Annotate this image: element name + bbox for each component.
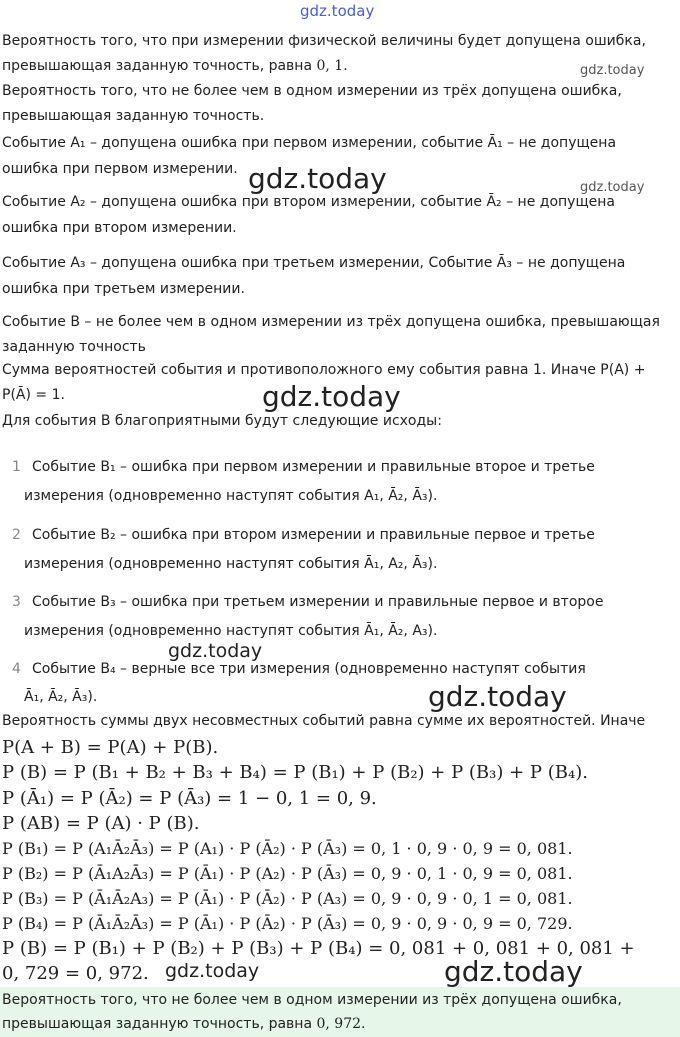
watermark: gdz.today — [580, 180, 645, 195]
answer-value: 0, 972. — [316, 1016, 366, 1032]
watermark-top: gdz.today — [300, 2, 375, 20]
list-item: измерения (одновременно наступят события A₁, Ā₂, Ā₃). — [24, 488, 438, 504]
list-item: 3 Событие B₃ – ошибка при третьем измерении и правильные первое и второе — [12, 594, 604, 610]
formula: P (B₁) = P (A₁Ā₂Ā₃) = P (A₁) · P (Ā₂) · P (Ā₃) = 0, 1 · 0, 9 · 0, 9 = 0, 081. — [2, 839, 573, 858]
complement-rule: Сумма вероятностей события и противоположного ему события равна 1. Иначе P(A) + — [2, 362, 646, 378]
event-b: Событие B – не более чем в одном измерении из трёх допущена ошибка, превышающая — [2, 314, 660, 330]
answer-line: превышающая заданную точность, равна 0, 972. — [2, 1016, 366, 1032]
formula: P (B₄) = P (Ā₁Ā₂Ā₃) = P (Ā₁) · P (Ā₂) · P (Ā₃) = 0, 9 · 0, 9 · 0, 9 = 0, 729. — [2, 914, 573, 933]
watermark: gdz.today — [165, 960, 260, 982]
formula: P (B) = P (B₁) + P (B₂) + P (B₃) + P (B₄) = 0, 081 + 0, 081 + 0, 081 + — [2, 938, 635, 959]
intro-line: Вероятность того, что при измерении физической величины будет допущена ошибка, — [2, 33, 646, 49]
list-item: 2 Событие B₂ – ошибка при втором измерении и правильные первое и третье — [12, 527, 595, 543]
list-item: 4 Событие B₄ – верные все три измерения (одновременно наступят события — [12, 661, 586, 677]
answer-line: Вероятность того, что не более чем в одном измерении из трёх допущена ошибка, — [2, 992, 622, 1008]
formula: P (B₃) = P (Ā₁Ā₂A₃) = P (Ā₁) · P (Ā₂) · P (A₃) = 0, 9 · 0, 9 · 0, 1 = 0, 081. — [2, 889, 573, 908]
probability-value: 0, 1. — [316, 58, 348, 74]
watermark: gdz.today — [262, 380, 401, 413]
watermark: gdz.today — [168, 640, 263, 662]
list-item: измерения (одновременно наступят события Ā₁, A₂, Ā₃). — [24, 556, 438, 572]
list-item: 1 Событие B₁ – ошибка при первом измерении и правильные второе и третье — [12, 459, 595, 475]
list-item: измерения (одновременно наступят события Ā₁, Ā₂, A₃). — [24, 623, 438, 639]
event-b: заданную точность — [2, 339, 146, 355]
formula: P(A + B) = P(A) + P(B). — [2, 737, 219, 758]
intro-line: Вероятность того, что не более чем в одном измерении из трёх допущена ошибка, — [2, 83, 622, 99]
watermark: gdz.today — [580, 63, 645, 78]
watermark: gdz.today — [444, 955, 583, 988]
event-a3: Событие A₃ – допущена ошибка при третьем измерении, Событие Ā₃ – не допущена — [2, 255, 626, 271]
favorable-outcomes-heading: Для события B благоприятными будут следующие исходы: — [2, 413, 442, 429]
event-a2: Событие A₂ – допущена ошибка при втором измерении, событие Ā₂ – не допущена — [2, 194, 615, 210]
intro-line: превышающая заданную точность, равна 0, 1. — [2, 58, 348, 74]
sum-rule-text: Вероятность суммы двух несовместных событий равна сумме их вероятностей. Иначе — [2, 713, 646, 729]
event-a3: ошибка при третьем измерении. — [2, 281, 245, 297]
intro-line: превышающая заданную точность. — [2, 108, 265, 124]
formula: P (AB) = P (A) · P (B). — [2, 813, 200, 834]
formula: 0, 729 = 0, 972. — [2, 963, 149, 984]
list-item: Ā₁, Ā₂, Ā₃). — [24, 689, 98, 705]
event-a1: Событие A₁ – допущена ошибка при первом измерении, событие Ā₁ – не допущена — [2, 135, 617, 151]
formula: P (B₂) = P (Ā₁A₂Ā₃) = P (Ā₁) · P (A₂) · P (Ā₃) = 0, 9 · 0, 1 · 0, 9 = 0, 081. — [2, 864, 573, 883]
formula: P (B) = P (B₁ + B₂ + B₃ + B₄) = P (B₁) + P (B₂) + P (B₃) + P (B₄). — [2, 762, 588, 783]
formula: P (Ā₁) = P (Ā₂) = P (Ā₃) = 1 − 0, 1 = 0, 9. — [2, 788, 377, 809]
event-a1: ошибка при первом измерении. — [2, 161, 238, 177]
watermark: gdz.today — [248, 162, 387, 195]
complement-rule: P(Ā) = 1. — [2, 387, 65, 403]
event-a2: ошибка при втором измерении. — [2, 220, 237, 236]
watermark: gdz.today — [428, 680, 567, 713]
